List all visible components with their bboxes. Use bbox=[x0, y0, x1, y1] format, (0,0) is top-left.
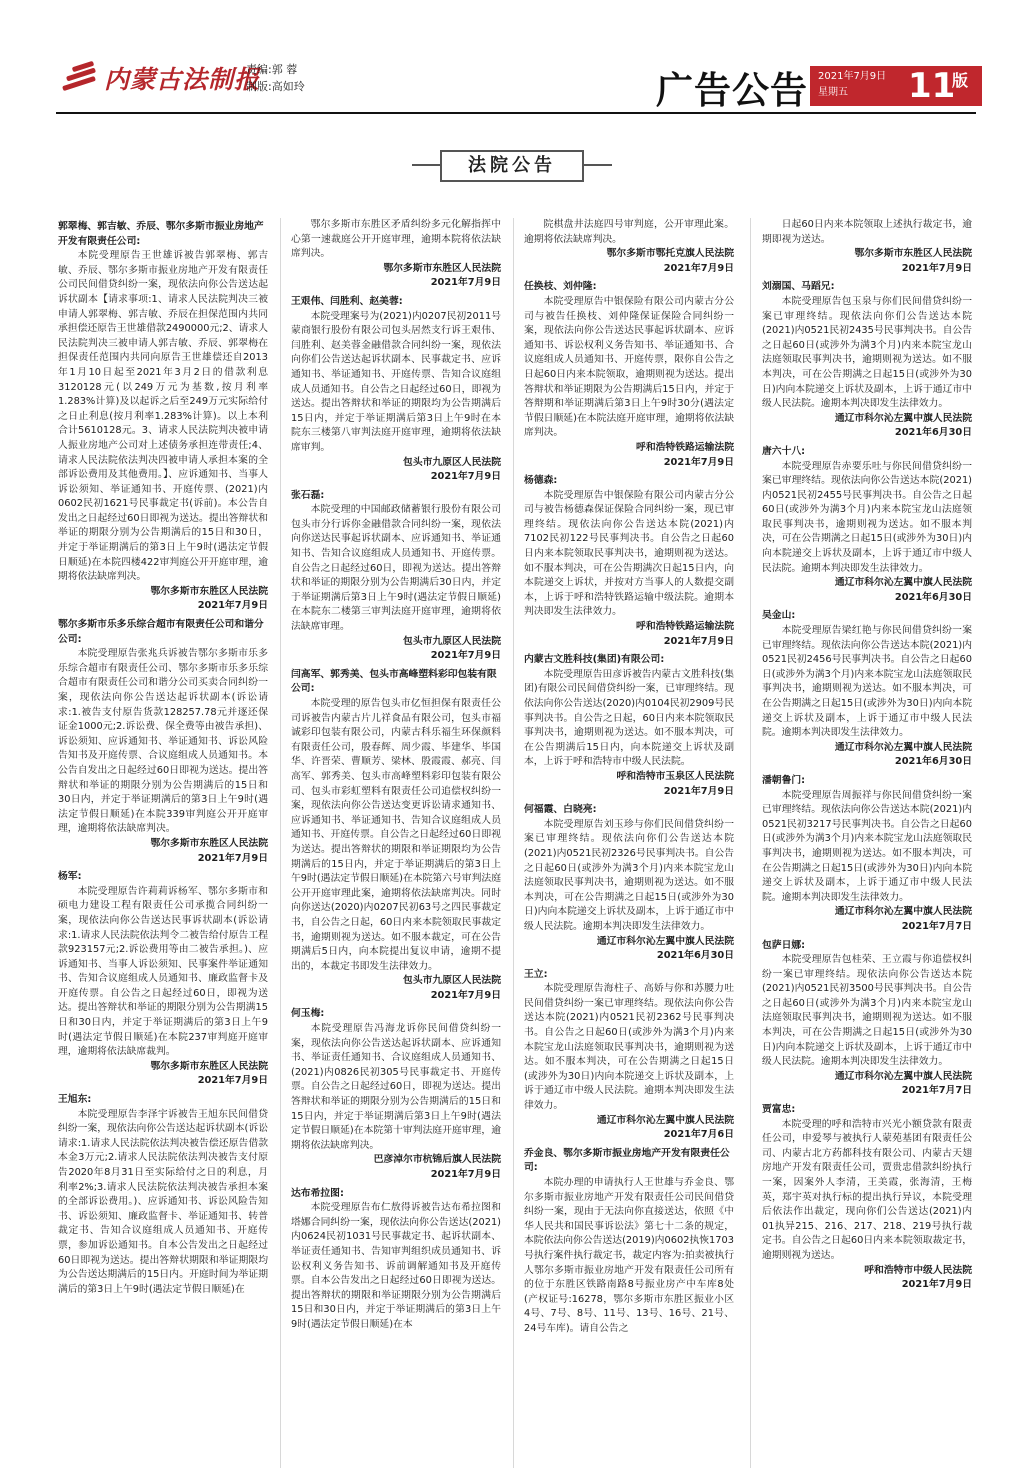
issue-weekday: 星期五 bbox=[818, 87, 848, 98]
court-notice bbox=[524, 280, 734, 470]
editor-credits bbox=[246, 61, 305, 95]
notice-date: 2021年6月30日 bbox=[656, 950, 734, 962]
notice-addressee: 郭翠梅、郭吉敏、乔辰、鄂尔多斯市振业房地产开发有限责任公司: bbox=[58, 221, 264, 247]
issue-date-box bbox=[810, 66, 902, 106]
column-divider bbox=[750, 218, 751, 1468]
court-notice bbox=[762, 774, 972, 935]
notice-court: 鄂尔多斯市东胜区人民法院 bbox=[150, 585, 268, 597]
notice-addressee: 鄂尔多斯市乐多乐综合超市有限责任公司和谐分公司: bbox=[58, 619, 264, 645]
page-unit: 版 bbox=[952, 71, 969, 90]
notice-date: 2021年7月9日 bbox=[430, 277, 501, 289]
banner-right-wing bbox=[584, 164, 612, 166]
notice-court: 鄂尔多斯市鄂托克旗人民法院 bbox=[606, 248, 734, 260]
notice-court: 通辽市科尔沁左翼中旗人民法院 bbox=[834, 1070, 972, 1082]
court-notice bbox=[291, 1187, 501, 1333]
notice-body: 本院受理的中国邮政储蓄银行股份有限公司包头市分行诉你金融借款合同纠纷一案，现依法向你送达民事起诉状副本、应诉通知书、举证通知书、告知合议庭组成人员通知书、开庭传票。自公告之日起经过60日，即视为送达。提出答辩状和举证的期限分别为公告期满后30日内，并定于举证期满后第3日上午9时(遇法定节假日顺延)在本院东二楼第三审判法庭开庭审理，逾期将依法缺席审理。 bbox=[291, 504, 501, 633]
notice-date: 2021年7月9日 bbox=[430, 650, 501, 662]
notice-body: 日起60日内来本院领取上述执行裁定书，逾期即视为送达。 bbox=[762, 219, 972, 245]
notice-court: 呼和浩特市中级人民法院 bbox=[864, 1264, 972, 1276]
notice-addressee: 王立: bbox=[524, 968, 548, 980]
court-notice bbox=[524, 968, 734, 1143]
notice-court: 巴彦淖尔市杭锦后旗人民法院 bbox=[373, 1154, 501, 1166]
notice-court: 通辽市科尔沁左翼中旗人民法院 bbox=[834, 412, 972, 424]
issue-date: 2021年7月9日 bbox=[818, 71, 887, 82]
notice-body: 本院受理原告包玉泉与你们民间借贷纠纷一案已审理终结。现依法向你们公告送达本院(2021)内0521民初2435号民事判决书。自公告之日起60日(或涉外为满3个月)内来本院宝龙山法庭领取民事判决书，逾期则视为送达。如不服本判决，可在公告期满之日起15日(或涉外为30日)内向本院递交上诉状及副本，上诉于通辽市中级人民法院。逾期本判决即发生法律效力。 bbox=[762, 295, 972, 410]
court-notice bbox=[58, 1093, 268, 1297]
notice-addressee: 杨军: bbox=[58, 871, 82, 883]
notice-date: 2021年6月30日 bbox=[894, 427, 972, 439]
layout-line: 制版:高如玲 bbox=[246, 80, 305, 93]
court-notice bbox=[762, 939, 972, 1100]
notice-body: 鄂尔多斯市东胜区矛盾纠纷多元化解指挥中心第一速裁庭公开开庭审理，逾期本院将依法缺席判决。 bbox=[291, 219, 501, 260]
court-notice bbox=[762, 609, 972, 770]
notice-date: 2021年7月9日 bbox=[663, 262, 734, 274]
notice-court: 呼和浩特铁路运输法院 bbox=[636, 621, 734, 633]
notice-date: 2021年7月9日 bbox=[197, 852, 268, 864]
notice-date: 2021年7月9日 bbox=[901, 262, 972, 274]
notice-date: 2021年7月7日 bbox=[901, 1085, 972, 1097]
notice-court: 呼和浩特市玉泉区人民法院 bbox=[616, 770, 734, 782]
column-divider bbox=[280, 218, 281, 1468]
notice-addressee: 任换枝、刘仲隆: bbox=[524, 281, 597, 293]
notice-body: 本院受理原告王世雄诉被告郭翠梅、郭吉敏、乔辰、鄂尔多斯市振业房地产开发有限责任公司民间借贷纠纷一案，现依法向你公告送达起诉状副本【请求事项:1、请求人民法院判决三被申请人郭翠梅、郭吉敏、乔辰在担保范围内共同承担偿还原告王世雄借款2490000元;2、请求人民法院判决三被申请人郭吉敏、乔辰、郭翠梅在担保责任范围内共同向原告王世雄偿还自2013年1月10日起至2021年3月2日的借款利息3120128元(以249万元为基数,按月利率1.283%计算)及以起诉之后至249万元实际给付之日止利息(按月利率1.283%计算)。以上本利合计5610128元。3、请求人民法院判决被申请人振业房地产公司对上述债务承担连带责任;4、请求人民法院依法判决四被申请人承担本案的全部诉讼费用及其他费用。】、应诉通知书、当事人诉讼须知、举证通知书、开庭传票、(2021)内0602民初1621号民事裁定书(诉前)。本公告自发出之日起经过60日即视为送达。提出答辩状和举证的期限分别为公告期满后的15日和30日，并定于举证期满后的第3日上午9时(遇法定节假日顺延)在本院四楼422审判庭公开开庭审理，逾期将依法缺席判决。 bbox=[58, 250, 268, 583]
court-notice bbox=[762, 445, 972, 606]
newspaper-name: 内蒙古法制报 bbox=[104, 65, 261, 94]
notice-column-1 bbox=[58, 218, 268, 1468]
logo-emblem-icon bbox=[60, 63, 100, 93]
notice-column-2 bbox=[291, 218, 501, 1468]
notice-addressee: 张石磊: bbox=[291, 489, 325, 501]
notice-addressee: 唐六十八: bbox=[762, 445, 806, 457]
notice-date: 2021年7月9日 bbox=[663, 635, 734, 647]
notice-date: 2021年7月9日 bbox=[197, 600, 268, 612]
notice-body: 本院受理原告冯海龙诉你民间借贷纠纷一案，现依法向你公告送达起诉状副本、应诉通知书、举证责任通知书、合议庭组成人员通知书、(2021)内0826民初305号民事裁定书、开庭传票。自公告之日起经过60日，即视为送达。提出答辩状和举证的期限分别为公告期满后的15日和15日内，并定于举证期满后第3日上午9时(遇法定节假日顺延)在本院第十审判法庭开庭审理，逾期将依法缺席判决。 bbox=[291, 1023, 501, 1151]
banner-left-wing bbox=[412, 164, 440, 166]
column-divider bbox=[513, 218, 514, 1468]
notice-addressee: 王艰伟、闫胜利、赵美蓉: bbox=[291, 295, 403, 307]
notice-body: 本院受理原告梁红艳与你民间借贷纠纷一案已审理终结。现依法向你公告送达本院(2021)内0521民初2456号民事判决书。自公告之日起60日(或涉外为满3个月)内来本院宝龙山法庭领取民事判决书，逾期则视为送达。如不服本判决，可在公告期满之日起15日(或涉外为30日)内向本院递交上诉状及副本，上诉于通辽市中级人民法院。逾期本判决即发生法律效力。 bbox=[762, 625, 972, 739]
court-notice bbox=[524, 474, 734, 649]
notice-addressee: 闫高军、郭秀美、包头市高峰塑料彩印包装有限公司: bbox=[291, 668, 497, 695]
notice-addressee: 潘朝鲁门: bbox=[762, 774, 806, 786]
notice-addressee: 王旭东: bbox=[58, 1094, 92, 1106]
masthead bbox=[0, 0, 1024, 112]
notice-court: 呼和浩特铁路运输法院 bbox=[636, 441, 734, 453]
court-notice bbox=[524, 653, 734, 799]
notice-addressee: 乔金良、鄂尔多斯市振业房地产开发有限责任公司: bbox=[524, 1147, 730, 1174]
notice-date: 2021年7月9日 bbox=[430, 989, 501, 1001]
court-notice bbox=[524, 218, 734, 276]
notice-court: 包头市九原区人民法院 bbox=[403, 635, 501, 647]
page-number: 11 bbox=[908, 66, 956, 106]
notice-date: 2021年7月9日 bbox=[197, 1075, 268, 1087]
newspaper-logo bbox=[60, 60, 260, 96]
notice-body: 本院受理的原告包头市亿恒担保有限责任公司诉被告内蒙古片儿祥食品有限公司，包头市福诚彩印包装有限公司，内蒙古科乐福生环保颜料有限责任公司，殷春辉、周少霞、毕建华、毕国华、许晋荣、曹顺芳、梁林、殷霞霞、郝亮、闫高军、郭秀美、包头市高峰塑料彩印包装有限公司、包头市彩虹塑料有限责任公司追偿权纠纷一案，现依法向你公告送达变更诉讼请求通知书、应诉通知书、举证通知书、告知合议庭组成人员通知书、开庭传票。自公告之日起经过60日即视为送达。提出答辩状的期限和举证期限均为公告期满后的15日内，并定于举证期满后的第3日上午9时(遇法定节假日顺延)在本院第六号审判法庭公开开庭审理此案，逾期将依法缺席判决。同时向你送达(2020)内0207民初63号之四民事裁定书，自公告之日起，60日内来本院领取民事裁定书，逾期则视为送达。如不服本裁定，可在公告期满后5日内，向本院提出复议申请，逾期不提出的，本裁定书即发生法律效力。 bbox=[291, 698, 501, 972]
header-rule bbox=[56, 112, 976, 114]
notice-date: 2021年7月7日 bbox=[901, 920, 972, 932]
notice-date: 2021年7月6日 bbox=[663, 1129, 734, 1141]
court-notice bbox=[291, 489, 501, 664]
notice-date: 2021年7月9日 bbox=[663, 456, 734, 468]
notice-body: 院棋盘井法庭四号审判庭，公开审理此案。逾期将依法缺席判决。 bbox=[524, 219, 734, 245]
notice-body: 本院受理原告中银保险有限公司内蒙古分公司与被告任换枝、刘仲隆保证保险合同纠纷一案，现依法向你公告送达民事起诉状副本、应诉通知书、诉讼权利义务告知书、举证通知书、合议庭组成人员通知书、开庭传票，限你自公告之日起60日内来本院领取，逾期则视为送达。提出答辩状和举证期限为公告期满后15日内，并定于答辩期和举证期满后第3日上午9时30分(遇法定节假日顺延)在本院法庭开庭审理，逾期将依法缺席判决。 bbox=[524, 295, 734, 439]
court-notice bbox=[762, 218, 972, 276]
court-notice bbox=[58, 870, 268, 1089]
notice-court: 通辽市科尔沁左翼中旗人民法院 bbox=[834, 741, 972, 753]
notice-date: 2021年6月30日 bbox=[894, 756, 972, 768]
notice-body: 本院受理原告海柱子、高娇与你和苏腰力吐民间借贷纠纷一案已审理终结。现依法向你公告送达本院(2021)内0521民初2362号民事判决书。自公告之日起60日(或涉外为满3个月)内来本院宝龙山法庭领取民事判决书，逾期则视为送达。如不服本判决，可在公告期满之日起15日(或涉外为30日)内向本院递交上诉状及副本，上诉于通辽市中级人民法院。逾期本判决即发生法律效力。 bbox=[524, 983, 734, 1112]
court-notice bbox=[58, 618, 268, 866]
section-banner bbox=[412, 150, 612, 184]
notice-column-4 bbox=[762, 218, 972, 1468]
notice-body: 本院受理原告许莉莉诉杨军、鄂尔多斯市和硕电力建设工程有限责任公司承揽合同纠纷一案，现依法向你公告送达民事诉状副本(诉讼请求:1.请求人民法院依法判令二被告给付原告工程款923157元;2.诉讼费用等由二被告承担。)、应诉通知书、当事人诉讼须知、民事案件举证通知书、告知合议庭组成人员通知书、廉政监督卡及开庭传票。自公告之日起经过60日，即视为送达。提出答辩状和举证的期限分别为公告期满15日和30日内，并定于举证期满后的第3日上午9时(遇法定节假日顺延)在本院237审判庭开庭审理，逾期将依法缺席裁判。 bbox=[58, 885, 268, 1058]
notice-addressee: 内蒙古文胜科技(集团)有限公司: bbox=[524, 654, 665, 666]
notice-body: 本院受理原告李泽宇诉被告王旭东民间借贷纠纷一案，现依法向你公告送达起诉状副本(诉讼请求:1.请求人民法院依法判决被告偿还原告借款本金3万元;2.请求人民法院依法判决被告支付原告2020年8月31日至实际给付之日的利息，月利率2%;3.请求人民法院依法判决被告承担本案的全部诉讼费用。)、应诉通知书、诉讼风险告知书、诉讼须知、廉政监督卡、举证通知书、转普裁定书、告知合议庭组成人员通知书、开庭传票，参加诉讼通知书。自本公告发出之日起经过60日即视为送达。提出答辩状期限和举证期限均为公告送达期满后的15日内。开庭时间为举证期满后的第3日上午9时(遇法定节假日顺延)在 bbox=[58, 1108, 268, 1295]
notice-date: 2021年7月9日 bbox=[663, 785, 734, 797]
notice-body: 本院受理原告布仁敖得诉被告达布希拉图和塔娜合同纠纷一案，现依法向你公告送达(2021)内0624民初1031号民事裁定书、起诉状副本、举证责任通知书、告知审判组织成员通知书、诉讼权利义务告知书、诉前调解通知书及开庭传票。自本公告发出之日起经过60日即视为送达。提出答辩状的期限和举证期限分别为公告期满后15日和30日内，并定于举证期满后的第3日上午9时(遇法定节假日顺延)在本 bbox=[291, 1202, 501, 1330]
notice-addressee: 吴金山: bbox=[762, 610, 796, 622]
notice-court: 通辽市科尔沁左翼中旗人民法院 bbox=[834, 577, 972, 589]
editor-line: 责编:郭 蓉 bbox=[246, 63, 298, 76]
court-notice bbox=[291, 668, 501, 1004]
notice-date: 2021年6月30日 bbox=[894, 591, 972, 603]
court-notice bbox=[58, 220, 268, 614]
notice-body: 本院受理的呼和浩特市兴光小额贷款有限责任公司，申爱琴与被执行人蒙苑基团有限责任公司、内蒙古北方药都科技有限公司、内蒙古天翅房地产开发有限责任公司，贾贵忠借款纠纷执行一案，因案外人李清，王美霞，张海清，王梅英，郑宇英对执行标的提出执行异议，本院受理后依法作出裁定，现向你们公告送达(2021)内01执异215、216、217、218、219号执行裁定书。自公告之日起60日内来本院领取裁定书，逾期则视为送达。 bbox=[762, 1118, 972, 1261]
notice-body: 本院办理的申请执行人王世雄与乔金良、鄂尔多斯市振业房地产开发有限责任公司民间借贷纠纷一案，现由于无法向你直接送达，依照《中华人民共和国民事诉讼法》第七十二条的规定，本院依法向你公告送达(2019)内0602执恢1703号执行案件执行裁定书，裁定内容为:拍卖被执行人鄂尔多斯市振业房地产开发有限责任公司所有的位于东胜区铁路南路8号振业房产中车库8处(产权证号:16278，鄂尔多斯市东胜区振业小区4号、7号、8号、11号、13号、16号、21号、24号车库)。请自公告之 bbox=[524, 1177, 734, 1334]
notice-court: 包头市九原区人民法院 bbox=[403, 456, 501, 468]
notice-court: 通辽市科尔沁左翼中旗人民法院 bbox=[596, 1114, 734, 1126]
banner-title: 法院公告 bbox=[468, 155, 556, 176]
notice-body: 本院受理原告赤要乐吐与你民间借贷纠纷一案已审理终结。现依法向你公告送达本院(2021)内0521民初2455号民事判决书。自公告之日起60日(或涉外为满3个月)内来本院宝龙山法庭领取民事判决书，逾期则视为送达。如不服本判决，可在公告期满之日起15日(或涉外为30日)内向本院递交上诉状及副本，上诉于通辽市中级人民法院。逾期本判决即发生法律效力。 bbox=[762, 460, 972, 574]
notice-addressee: 刘溺国、马蹈兄: bbox=[762, 281, 835, 293]
notice-court: 鄂尔多斯市东胜区人民法院 bbox=[854, 248, 972, 260]
court-notice bbox=[762, 1103, 972, 1293]
court-notice bbox=[524, 1147, 734, 1337]
notice-body: 本院受理原告包桂荣、王立霞与你追偿权纠纷一案已审理终结。现依法向你公告送达本院(2021)内0521民初3500号民事判决书。自公告之日起60日(或涉外为满3个月)内来本院宝龙山法庭领取民事判决书，逾期则视为送达。如不服本判决，可在公告期满之日起15日(或涉外为30日)内向本院递交上诉状及副本，上诉于通辽市中级人民法院。逾期本判决即发生法律效力。 bbox=[762, 954, 972, 1068]
notice-addressee: 包萨日娜: bbox=[762, 939, 806, 951]
court-notice bbox=[291, 218, 501, 291]
court-notice bbox=[291, 295, 501, 485]
notice-body: 本院受理原告刘玉珍与你们民间借贷纠纷一案已审理终结。现依法向你们公告送达本院(2021)内0521民初2326号民事判决书。自公告之日起60日(或涉外为满3个月)内来本院宝龙山法庭领取民事判决书，逾期则视为送达。如不服本判决，可在公告期满之日起15日(或涉外为30日)内向本院递交上诉状及副本，上诉于通辽市中级人民法院。逾期本判决即发生法律效力。 bbox=[524, 818, 734, 932]
notice-addressee: 何玉梅: bbox=[291, 1008, 325, 1020]
notice-court: 鄂尔多斯市东胜区人民法院 bbox=[383, 262, 501, 274]
notice-court: 鄂尔多斯市东胜区人民法院 bbox=[150, 837, 268, 849]
notice-addressee: 贾富忠: bbox=[762, 1104, 796, 1116]
notice-date: 2021年7月9日 bbox=[430, 471, 501, 483]
notice-addressee: 何福霞、白晓亮: bbox=[524, 804, 597, 816]
page-number-box bbox=[902, 66, 982, 106]
notice-addressee: 达布希拉图: bbox=[291, 1187, 344, 1199]
notice-court: 通辽市科尔沁左翼中旗人民法院 bbox=[834, 906, 972, 918]
notice-addressee: 杨德森: bbox=[524, 475, 558, 487]
notice-court: 包头市九原区人民法院 bbox=[403, 975, 501, 987]
court-notice bbox=[762, 280, 972, 441]
notice-date: 2021年7月9日 bbox=[901, 1279, 972, 1291]
notice-body: 本院受理原告田彦诉被告内蒙古文胜科技(集团)有限公司民间借贷纠纷一案，已审理终结。现依法向你公告送达(2020)内0104民初2909号民事判决书。自公告之日起，60日内来本院领取民事判决书，逾期则视为送达。如不服本判决，可在公告期满后15日内，向本院递交上诉状及副本，上诉于呼和浩特市中级人民法院。 bbox=[524, 668, 734, 768]
notice-date: 2021年7月9日 bbox=[430, 1169, 501, 1180]
court-notice bbox=[524, 803, 734, 964]
notice-column-3 bbox=[524, 218, 734, 1468]
notice-court: 通辽市科尔沁左翼中旗人民法院 bbox=[596, 935, 734, 947]
notice-body: 本院受理原告张兆兵诉被告鄂尔多斯市乐多乐综合超市有限责任公司、鄂尔多斯市乐多乐综合超市有限责任公司和谐分公司买卖合同纠纷一案，现依法向你公告送达起诉状副本(诉讼请求:1.被告支付原告货款128257.78元并逐还保证金1000元;2.诉讼费、保全费等由被告承担)、诉讼须知、应诉通知书、举证通知书、诉讼风险告知书及开庭传票、合议庭组成人员通知书。本公告自发出之日起经过60日即视为送达。提出答辩状和举证的期限分别为公告期满后的15日和30日内，并定于举证期满后的第3日上午9时(遇法定节假日顺延)在本院339审判庭公开开庭审理，逾期将依法缺席判决。 bbox=[58, 648, 268, 835]
notice-body: 本院受理原告中银保险有限公司内蒙古分公司与被告杨德森保证保险合同纠纷一案，现已审理终结。现依法向你公告送达本院(2021)内7102民初122号民事判决书。自公告之日起60日内来本院领取民事判决书，逾期则视为送达。如不服本判决，可在公告期满次日起15日内，向本院递交上诉状，并按对方当事人的人数提交副本，上诉于呼和浩特铁路运输中级法院。逾期本判决即发生法律效力。 bbox=[524, 489, 734, 618]
notice-body: 本院受理原告周振祥与你民间借贷纠纷一案已审理终结。现依法向你公告送达本院(2021)内0521民初3217号民事判决书。自公告之日起60日(或涉外为满3个月)内来本院宝龙山法庭领取民事判决书，逾期则视为送达。如不服本判决，可在公告期满之日起15日(或涉外为30日)内向本院递交上诉状及副本，上诉于通辽市中级人民法院。逾期本判决即发生法律效力。 bbox=[762, 789, 972, 903]
notice-body: 本院受理案号为(2021)内0207民初2011号蒙商银行股份有限公司包头居然支行诉王艰伟、闫胜利、赵美蓉金融借款合同纠纷一案，现依法向你们公告送达起诉状副本、民事裁定书、应诉通知书、举证通知书、开庭传票、告知合议庭组成人员通知书。自公告之日起经过60日，即视为送达。提出答辩状和举证的期限均为公告期满后15日内，并定于举证期满后第3日上午9时在本院东三楼第八审判法庭开庭审理，逾期将依法缺席审判。 bbox=[291, 310, 501, 453]
notice-court: 鄂尔多斯市东胜区人民法院 bbox=[150, 1060, 268, 1072]
section-title: 广告公告 bbox=[656, 69, 808, 112]
court-notice bbox=[291, 1007, 501, 1182]
